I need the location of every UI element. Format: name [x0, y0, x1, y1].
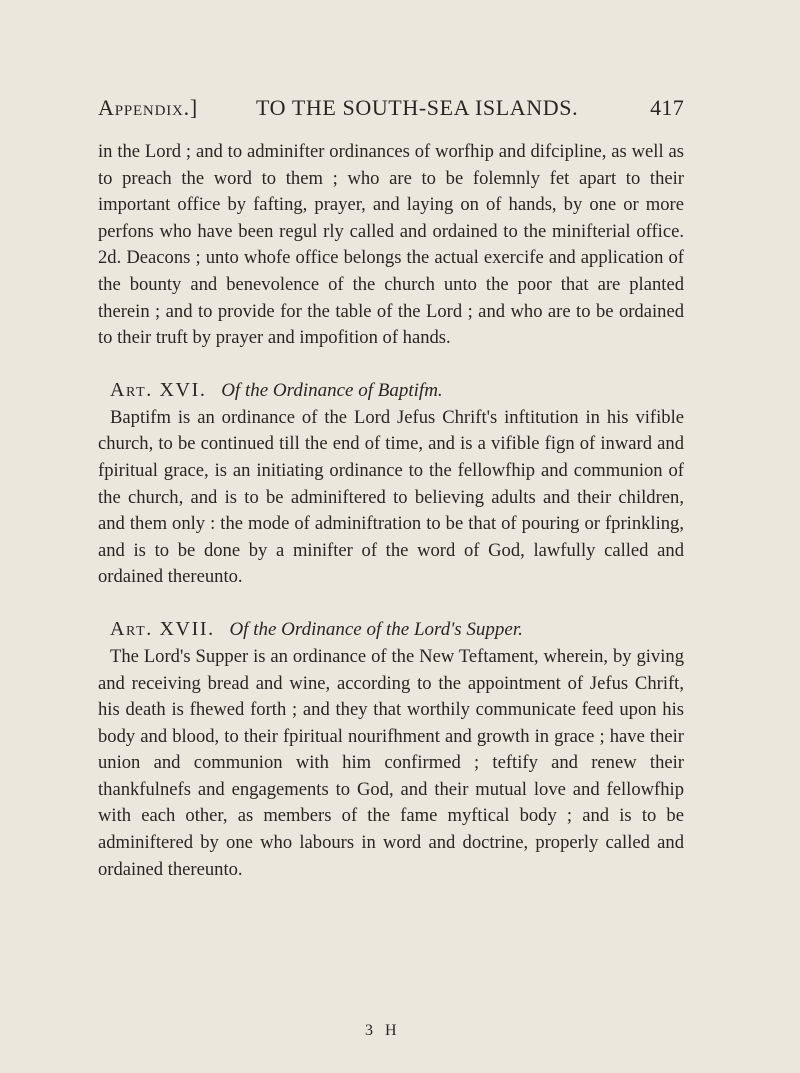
header-title: TO THE SOUTH-SEA ISLANDS.: [256, 95, 579, 120]
article-16-heading: [98, 376, 684, 405]
running-header: [98, 95, 684, 123]
article-16-title: Of the Ordinance of Baptifm.: [221, 379, 443, 401]
page-number: 417: [650, 95, 684, 120]
body-text: [98, 139, 684, 883]
article-16-label: Art. XVI.: [110, 378, 207, 401]
signature-mark: 3 H: [365, 1022, 401, 1039]
paragraph-continued: in the Lord ; and to adminifter ordinances of worfhip and difcipline, as well as to preach the word to them ; who are to be folemnly fet apart to their important office by fafting, prayer, and laying on of hands, by one or more perfons who have been regul rly called and ordained to the minifterial office. 2d. Deacons ; unto whofe office belongs the actual exercife and application of the bounty and benevolence of the church unto the poor that are planted therein ; and to provide for the table of the Lord ; and who are to be ordained to their truft by prayer and impofition of hands.: [98, 141, 684, 349]
article-17-title: Of the Ordinance of the Lord's Supper.: [229, 618, 523, 640]
article-17-label: Art. XVII.: [110, 617, 215, 640]
article-16-text: Baptifm is an ordinance of the Lord Jefus Chrift's inftitution in his vifible church, to be continued till the end of time, and is a vifible fign of inward and fpiritual grace, is an initiating ordinance to the fellowfhip and communion of the church, and is to be adminiftered to believing adults and their children, and them only : the mode of adminiftration to be that of pouring or fprinkling, and is to be done by a minifter of the word of God, lawfully called and ordained thereunto.: [98, 406, 684, 588]
article-17-text: The Lord's Supper is an ordinance of the New Teftament, wherein, by giving and receiving bread and wine, according to the appointment of Jefus Chrift, his death is fhewed forth ; and they that worthily communicate feed upon his body and blood, to their fpiritual nourifhment and growth in grace ; have their union and communion with him confirmed ; teftify and renew their thankfulnefs and engagements to God, and their mutual love and fellowfhip with each other, as members of the fame myftical body ; and is to be adminiftered by one who labours in word and doctrine, properly called and ordained thereunto.: [98, 645, 684, 880]
header-section-label: Appendix.]: [98, 95, 199, 120]
article-17-heading: [98, 615, 684, 644]
